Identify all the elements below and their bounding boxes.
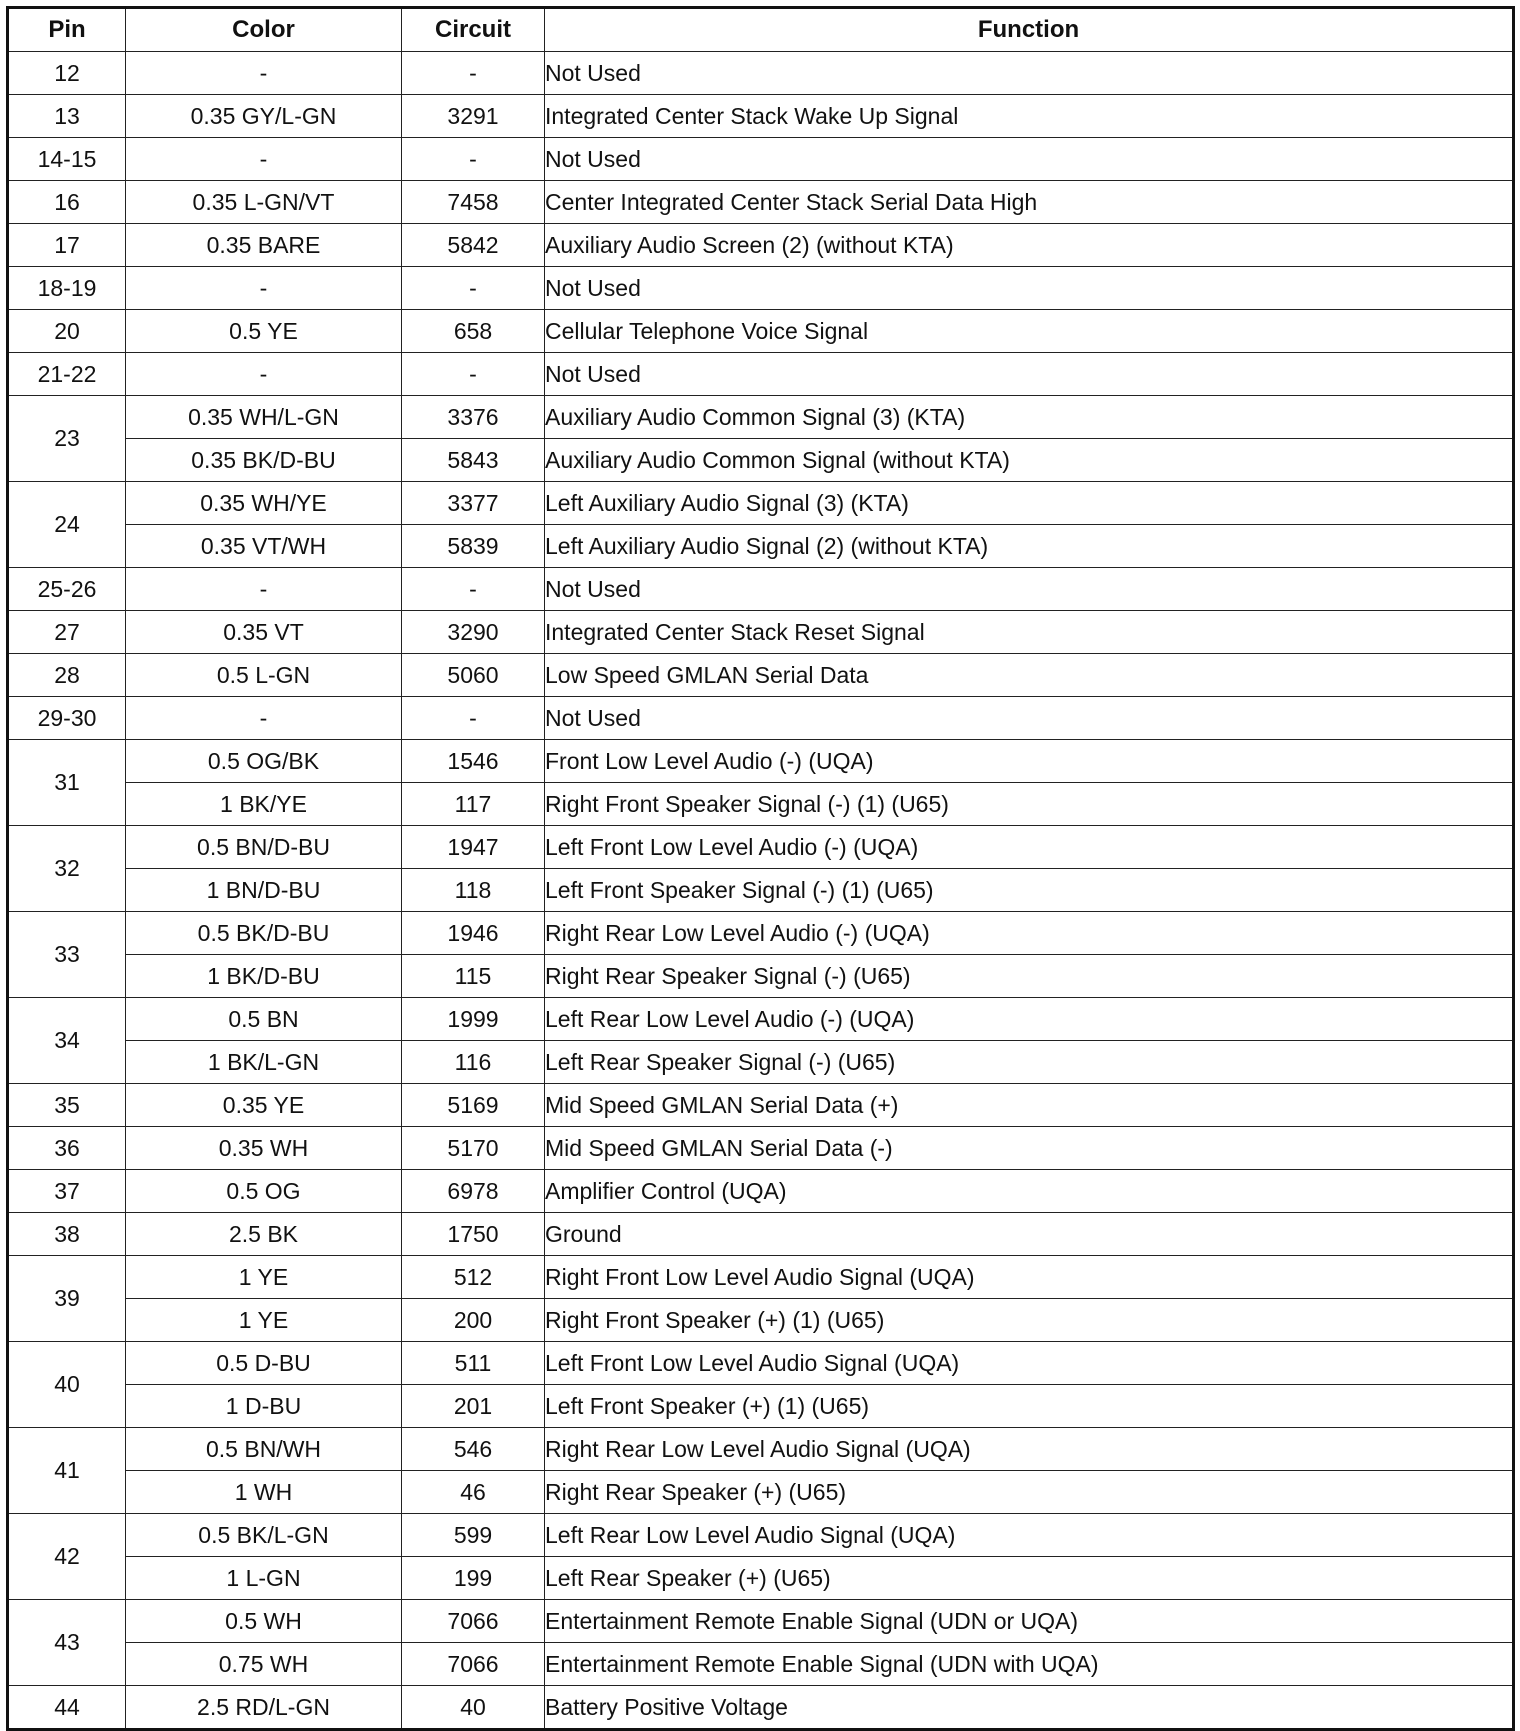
color-cell: 1 L-GN	[126, 1557, 402, 1600]
color-cell: 0.5 YE	[126, 310, 402, 353]
table-row	[8, 654, 1514, 697]
table-row	[8, 1170, 1514, 1213]
circuit-cell: 7458	[402, 181, 545, 224]
function-cell: Front Low Level Audio (-) (UQA)	[545, 740, 1514, 783]
color-cell: 1 BK/L-GN	[126, 1041, 402, 1084]
function-cell: Low Speed GMLAN Serial Data	[545, 654, 1514, 697]
table-row	[8, 826, 1514, 869]
function-cell: Left Rear Low Level Audio (-) (UQA)	[545, 998, 1514, 1041]
color-cell: 2.5 RD/L-GN	[126, 1686, 402, 1730]
circuit-cell: 40	[402, 1686, 545, 1730]
function-cell: Not Used	[545, 138, 1514, 181]
function-cell: Not Used	[545, 568, 1514, 611]
pin-cell: 12	[8, 52, 126, 95]
circuit-cell: 599	[402, 1514, 545, 1557]
table-row	[8, 611, 1514, 654]
pin-cell: 41	[8, 1428, 126, 1514]
color-cell: 0.35 BK/D-BU	[126, 439, 402, 482]
table-row	[8, 955, 1514, 998]
table-row	[8, 1084, 1514, 1127]
table-row	[8, 1385, 1514, 1428]
function-cell: Entertainment Remote Enable Signal (UDN with UQA)	[545, 1643, 1514, 1686]
circuit-cell: 3290	[402, 611, 545, 654]
function-cell: Not Used	[545, 353, 1514, 396]
header-function: Function	[545, 8, 1514, 52]
color-cell: 0.35 VT	[126, 611, 402, 654]
table-row	[8, 482, 1514, 525]
color-cell: 1 BK/YE	[126, 783, 402, 826]
function-cell: Amplifier Control (UQA)	[545, 1170, 1514, 1213]
table-row	[8, 1428, 1514, 1471]
color-cell: 0.35 WH/YE	[126, 482, 402, 525]
table-row	[8, 1643, 1514, 1686]
function-cell: Right Front Low Level Audio Signal (UQA)	[545, 1256, 1514, 1299]
header-color: Color	[126, 8, 402, 52]
circuit-cell: 546	[402, 1428, 545, 1471]
color-cell: 0.35 YE	[126, 1084, 402, 1127]
circuit-cell: 7066	[402, 1600, 545, 1643]
header-circuit: Circuit	[402, 8, 545, 52]
circuit-cell: 3376	[402, 396, 545, 439]
pin-cell: 34	[8, 998, 126, 1084]
table-row	[8, 1600, 1514, 1643]
function-cell: Auxiliary Audio Common Signal (3) (KTA)	[545, 396, 1514, 439]
circuit-cell: 118	[402, 869, 545, 912]
circuit-cell: 511	[402, 1342, 545, 1385]
circuit-cell: -	[402, 52, 545, 95]
color-cell: 0.5 OG/BK	[126, 740, 402, 783]
circuit-cell: 5169	[402, 1084, 545, 1127]
pin-cell: 44	[8, 1686, 126, 1730]
color-cell: -	[126, 697, 402, 740]
function-cell: Center Integrated Center Stack Serial Data High	[545, 181, 1514, 224]
color-cell: 1 YE	[126, 1256, 402, 1299]
table-row	[8, 525, 1514, 568]
color-cell: 0.5 L-GN	[126, 654, 402, 697]
circuit-cell: 117	[402, 783, 545, 826]
color-cell: 0.5 D-BU	[126, 1342, 402, 1385]
circuit-cell: 512	[402, 1256, 545, 1299]
color-cell: -	[126, 568, 402, 611]
color-cell: 0.75 WH	[126, 1643, 402, 1686]
pin-cell: 14-15	[8, 138, 126, 181]
color-cell: 0.5 BK/D-BU	[126, 912, 402, 955]
circuit-cell: 3291	[402, 95, 545, 138]
circuit-cell: 201	[402, 1385, 545, 1428]
pin-cell: 32	[8, 826, 126, 912]
pin-cell: 42	[8, 1514, 126, 1600]
function-cell: Auxiliary Audio Screen (2) (without KTA)	[545, 224, 1514, 267]
circuit-cell: 1750	[402, 1213, 545, 1256]
pin-cell: 25-26	[8, 568, 126, 611]
function-cell: Mid Speed GMLAN Serial Data (+)	[545, 1084, 1514, 1127]
color-cell: 1 BK/D-BU	[126, 955, 402, 998]
pin-cell: 39	[8, 1256, 126, 1342]
pin-cell: 24	[8, 482, 126, 568]
pin-cell: 40	[8, 1342, 126, 1428]
pin-cell: 29-30	[8, 697, 126, 740]
function-cell: Battery Positive Voltage	[545, 1686, 1514, 1730]
function-cell: Integrated Center Stack Reset Signal	[545, 611, 1514, 654]
function-cell: Left Front Speaker (+) (1) (U65)	[545, 1385, 1514, 1428]
color-cell: -	[126, 267, 402, 310]
pin-cell: 20	[8, 310, 126, 353]
table-row	[8, 181, 1514, 224]
function-cell: Cellular Telephone Voice Signal	[545, 310, 1514, 353]
color-cell: 1 YE	[126, 1299, 402, 1342]
circuit-cell: 116	[402, 1041, 545, 1084]
circuit-cell: 5170	[402, 1127, 545, 1170]
circuit-cell: 658	[402, 310, 545, 353]
color-cell: 0.35 L-GN/VT	[126, 181, 402, 224]
circuit-cell: 200	[402, 1299, 545, 1342]
circuit-cell: -	[402, 697, 545, 740]
color-cell: 2.5 BK	[126, 1213, 402, 1256]
connector-pinout-table	[6, 6, 1515, 1731]
pin-cell: 38	[8, 1213, 126, 1256]
pin-cell: 18-19	[8, 267, 126, 310]
table-row	[8, 1557, 1514, 1600]
pin-cell: 28	[8, 654, 126, 697]
pin-cell: 43	[8, 1600, 126, 1686]
color-cell: 0.5 BN/D-BU	[126, 826, 402, 869]
color-cell: 0.5 BK/L-GN	[126, 1514, 402, 1557]
function-cell: Left Rear Speaker Signal (-) (U65)	[545, 1041, 1514, 1084]
color-cell: 1 D-BU	[126, 1385, 402, 1428]
table-row	[8, 697, 1514, 740]
function-cell: Left Rear Speaker (+) (U65)	[545, 1557, 1514, 1600]
table-row	[8, 783, 1514, 826]
function-cell: Right Rear Speaker Signal (-) (U65)	[545, 955, 1514, 998]
function-cell: Right Rear Low Level Audio Signal (UQA)	[545, 1428, 1514, 1471]
table-row	[8, 998, 1514, 1041]
color-cell: 0.35 WH	[126, 1127, 402, 1170]
circuit-cell: -	[402, 353, 545, 396]
circuit-cell: 1946	[402, 912, 545, 955]
color-cell: 0.35 GY/L-GN	[126, 95, 402, 138]
table-row	[8, 568, 1514, 611]
function-cell: Integrated Center Stack Wake Up Signal	[545, 95, 1514, 138]
circuit-cell: 5842	[402, 224, 545, 267]
color-cell: -	[126, 138, 402, 181]
table-row	[8, 1514, 1514, 1557]
circuit-cell: 5839	[402, 525, 545, 568]
function-cell: Right Rear Speaker (+) (U65)	[545, 1471, 1514, 1514]
pin-cell: 31	[8, 740, 126, 826]
header-row	[8, 8, 1514, 52]
color-cell: 1 BN/D-BU	[126, 869, 402, 912]
pin-cell: 37	[8, 1170, 126, 1213]
table-row	[8, 869, 1514, 912]
table-row	[8, 224, 1514, 267]
table-row	[8, 1299, 1514, 1342]
function-cell: Left Front Low Level Audio Signal (UQA)	[545, 1342, 1514, 1385]
function-cell: Ground	[545, 1213, 1514, 1256]
table-row	[8, 95, 1514, 138]
table-row	[8, 1127, 1514, 1170]
table-row	[8, 1213, 1514, 1256]
pin-cell: 33	[8, 912, 126, 998]
color-cell: 0.5 BN	[126, 998, 402, 1041]
circuit-cell: -	[402, 568, 545, 611]
function-cell: Auxiliary Audio Common Signal (without KTA)	[545, 439, 1514, 482]
pin-cell: 16	[8, 181, 126, 224]
table-row	[8, 310, 1514, 353]
color-cell: 0.5 BN/WH	[126, 1428, 402, 1471]
table-header	[8, 8, 1514, 52]
pin-cell: 13	[8, 95, 126, 138]
pin-cell: 27	[8, 611, 126, 654]
table-row	[8, 138, 1514, 181]
header-pin: Pin	[8, 8, 126, 52]
color-cell: -	[126, 52, 402, 95]
circuit-cell: 6978	[402, 1170, 545, 1213]
pin-cell: 36	[8, 1127, 126, 1170]
color-cell: 0.35 BARE	[126, 224, 402, 267]
table-row	[8, 353, 1514, 396]
table-body	[8, 52, 1514, 1730]
table-row	[8, 1471, 1514, 1514]
color-cell: -	[126, 353, 402, 396]
circuit-cell: 1999	[402, 998, 545, 1041]
function-cell: Not Used	[545, 697, 1514, 740]
table-row	[8, 1342, 1514, 1385]
circuit-cell: 3377	[402, 482, 545, 525]
table-row	[8, 396, 1514, 439]
function-cell: Left Front Low Level Audio (-) (UQA)	[545, 826, 1514, 869]
color-cell: 0.35 WH/L-GN	[126, 396, 402, 439]
circuit-cell: 1947	[402, 826, 545, 869]
function-cell: Left Auxiliary Audio Signal (3) (KTA)	[545, 482, 1514, 525]
function-cell: Entertainment Remote Enable Signal (UDN or UQA)	[545, 1600, 1514, 1643]
circuit-cell: 199	[402, 1557, 545, 1600]
function-cell: Left Rear Low Level Audio Signal (UQA)	[545, 1514, 1514, 1557]
color-cell: 0.5 OG	[126, 1170, 402, 1213]
table-row	[8, 267, 1514, 310]
circuit-cell: 7066	[402, 1643, 545, 1686]
function-cell: Left Front Speaker Signal (-) (1) (U65)	[545, 869, 1514, 912]
color-cell: 0.35 VT/WH	[126, 525, 402, 568]
circuit-cell: 5843	[402, 439, 545, 482]
circuit-cell: -	[402, 138, 545, 181]
function-cell: Left Auxiliary Audio Signal (2) (without KTA)	[545, 525, 1514, 568]
function-cell: Right Front Speaker (+) (1) (U65)	[545, 1299, 1514, 1342]
circuit-cell: 46	[402, 1471, 545, 1514]
pin-cell: 23	[8, 396, 126, 482]
function-cell: Right Front Speaker Signal (-) (1) (U65)	[545, 783, 1514, 826]
circuit-cell: 5060	[402, 654, 545, 697]
connector-pinout-page	[6, 6, 1512, 1720]
color-cell: 1 WH	[126, 1471, 402, 1514]
table-row	[8, 1256, 1514, 1299]
color-cell: 0.5 WH	[126, 1600, 402, 1643]
table-row	[8, 912, 1514, 955]
pin-cell: 35	[8, 1084, 126, 1127]
table-row	[8, 740, 1514, 783]
function-cell: Not Used	[545, 52, 1514, 95]
table-row	[8, 52, 1514, 95]
pin-cell: 17	[8, 224, 126, 267]
pin-cell: 21-22	[8, 353, 126, 396]
function-cell: Not Used	[545, 267, 1514, 310]
circuit-cell: -	[402, 267, 545, 310]
function-cell: Right Rear Low Level Audio (-) (UQA)	[545, 912, 1514, 955]
function-cell: Mid Speed GMLAN Serial Data (-)	[545, 1127, 1514, 1170]
table-row	[8, 1041, 1514, 1084]
circuit-cell: 115	[402, 955, 545, 998]
circuit-cell: 1546	[402, 740, 545, 783]
table-row	[8, 439, 1514, 482]
